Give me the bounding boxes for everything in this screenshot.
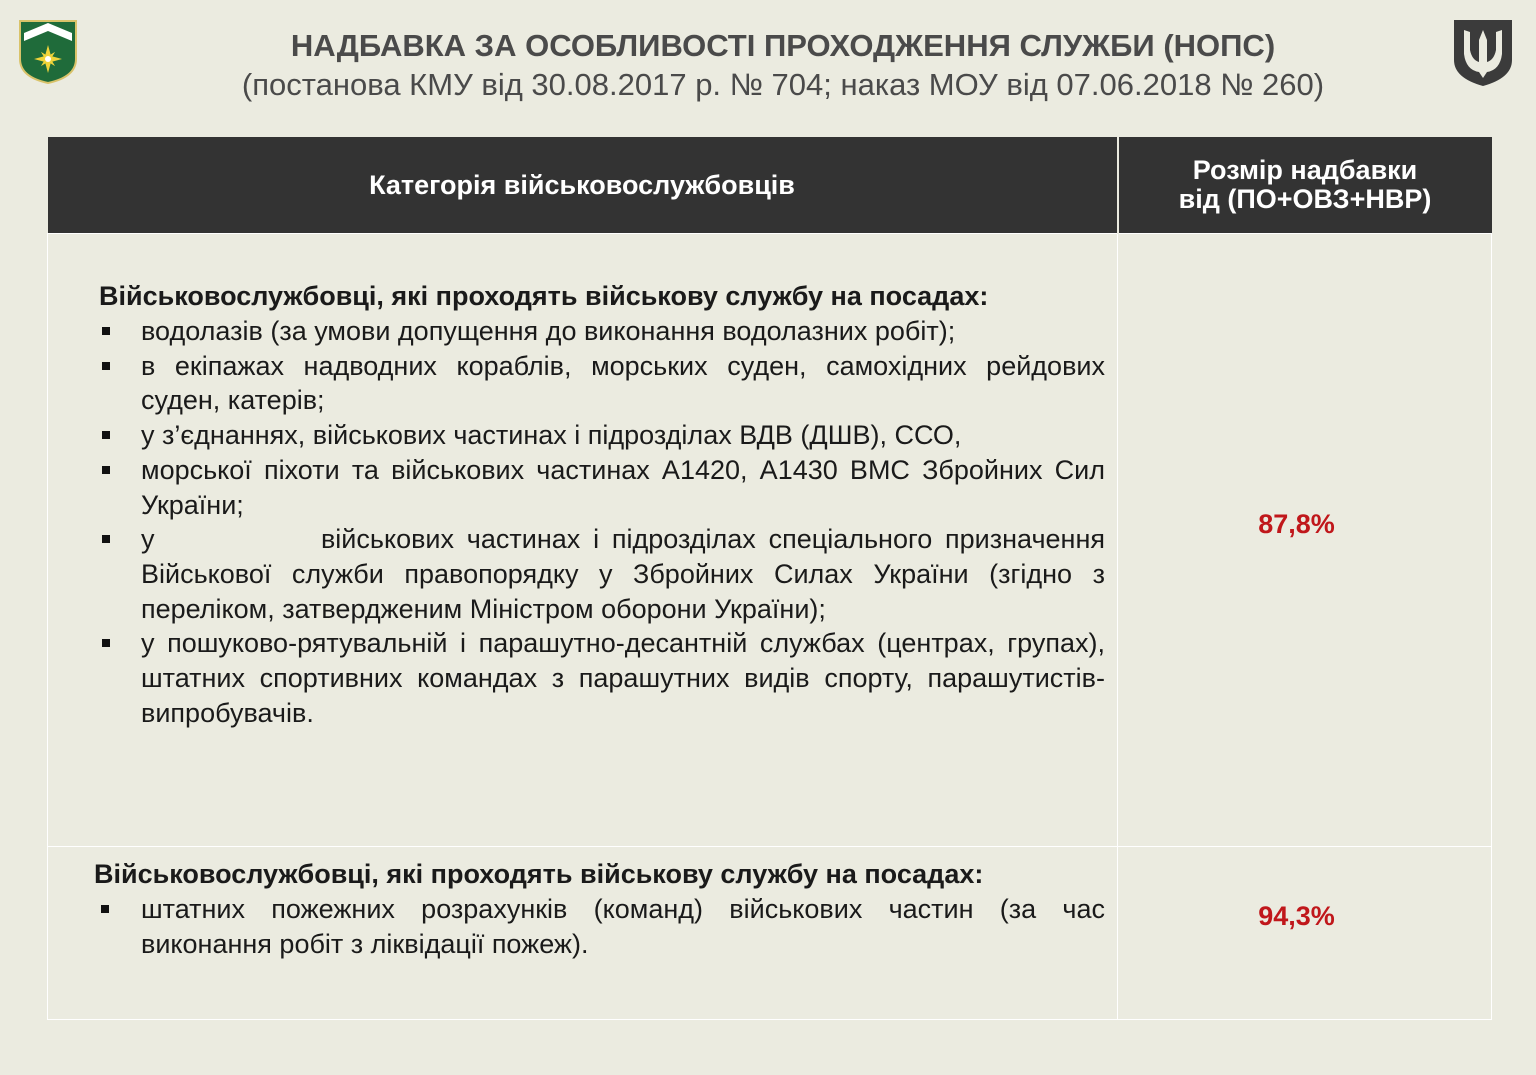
- table-row: [48, 847, 1492, 1020]
- green-star-emblem-icon: [18, 19, 78, 85]
- list-item: штатних пожежних розрахунків (команд) військових частин (за час виконання робіт з ліквідації пожеж).: [141, 892, 1105, 961]
- allowance-table: [47, 137, 1492, 1020]
- table-header-row: [48, 137, 1492, 234]
- header-amount: [1118, 137, 1492, 234]
- category-heading: Військовослужбовці, які проходять військову службу на посадах:: [94, 859, 984, 889]
- list-item: водолазів (за умови допущення до виконання водолазних робіт);: [141, 314, 1105, 349]
- header-amount-line2: від (ПО+ОВЗ+НВР): [1178, 184, 1432, 214]
- list-item: у пошуково-рятувальній і парашутно-десантній службах (центрах, групах), штатних спортивних командах з парашутних видів спорту, парашутистів-випробувачів.: [141, 626, 1105, 730]
- category-list: [94, 892, 1105, 961]
- header-category: Категорія військовослужбовців: [48, 137, 1118, 234]
- trident-emblem-icon: [1452, 18, 1514, 88]
- table-row: [48, 234, 1492, 847]
- category-cell: [48, 847, 1118, 1020]
- list-item: морської піхоти та військових частинах А1420, А1430 ВМС Збройних Сил України;: [141, 453, 1105, 522]
- list-item: в екіпажах надводних кораблів, морських суден, самохідних рейдових суден, катерів;: [141, 349, 1105, 418]
- category-list: [99, 314, 1113, 730]
- allowance-value: 87,8%: [1258, 509, 1335, 539]
- list-item: у з’єднаннях, військових частинах і підрозділах ВДВ (ДШВ), ССО,: [141, 418, 1105, 453]
- value-cell: [1118, 847, 1492, 1020]
- value-cell: [1118, 234, 1492, 847]
- category-cell: [48, 234, 1118, 847]
- page-title: НАДБАВКА ЗА ОСОБЛИВОСТІ ПРОХОДЖЕННЯ СЛУЖБИ (НОПС): [290, 28, 1276, 63]
- header-amount-line1: Розмір надбавки: [1192, 155, 1418, 185]
- allowance-value: 94,3%: [1258, 901, 1335, 931]
- list-item: у військових частинах і підрозділах спеціального призначення Військової служби правопорядку у Збройних Силах України (згідно з переліком, затвердженим Міністром оборони України);: [141, 522, 1105, 626]
- category-heading: Військовослужбовці, які проходять військову службу на посадах:: [99, 281, 989, 311]
- page-subtitle: (постанова КМУ від 30.08.2017 р. № 704; наказ МОУ від 07.06.2018 № 260): [241, 67, 1325, 102]
